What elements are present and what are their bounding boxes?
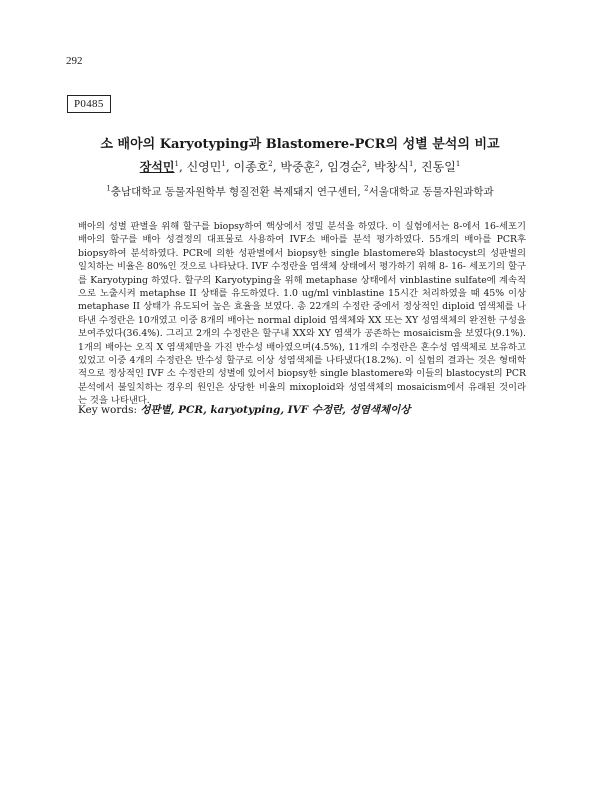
author-affiliation-mark: 1	[455, 160, 461, 168]
paper-title: 소 배아의 Karyotyping과 Blastomere-PCR의 성별 분석의 비교	[100, 137, 500, 152]
author-list: 장석민$^1$, 신영민$^1$, 이종호$^2$, 박중훈$^2$, 임경순$^2$, 박창식$^1$, 진동일$^1$	[139, 160, 461, 174]
author-name: 장석민	[139, 160, 175, 174]
author-affiliation-mark: 2	[315, 160, 320, 168]
affiliation-mark: 2	[364, 184, 369, 193]
author-name: 박창식	[374, 160, 409, 174]
author-name: 이종호	[233, 160, 269, 174]
affiliation-line	[60, 184, 540, 199]
keywords-line	[78, 402, 410, 417]
abstract-body: 배아의 성별 판별을 위해 할구를 biopsy하여 핵상에서 정밀 분석을 하였다. 이 실험에서는 8-에서 16-세포기 배아의 할구를 배아 성결정의 대표물로 사용하여 IVF소 배아를 분석 평가하였다. 55개의 배아를 PCR후 biopsy하여 분석하였다. PCR에 의한 성판별에서 biopsy한 single blastomere와 blastocyst의 성판별의 일치하는 비율은 80%인 것으로 나타났다. IVF 수정란을 염색체 상태에서 평가하기 위해 8- 16- 세포기의 할구를 Karyotyping 하였다. 할구의 Karyotyping을 위해 metaphase 상태에서 vinblastine sulfate에 계속적으로 노출시켜 metaphse II 상태를 유도하였다. 1.0 ug/ml vinblastine 15시간 처리하였을 때 45% 이상 metaphase II 상태가 유도되어 높은 효율을 보였다. 총 22개의 수정란 중에서 정상적인 diploid 염색체를 나타낸 수정란은 10개였고 이중 8개의 배아는 normal diploid 염색체와 XX 또는 XY 성염색체의 완전한 구성을 보여주었다(36.4%). 그리고 2개의 수정란은 할구내 XX와 XY 염색가 공존하는 mosaicism을 보였다(9.1%). 1개의 배아는 오직 X 염색체만을 가진 반수성 배아였으며(4.5%), 11개의 수정란은 혼수성 염색체로 보유하고 있었고 이중 4개의 수정란은 반수성 할구로 이상 성염색체를 나타냈다(18.2%). 이 실험의 결과는 것은 형태학적으로 정상적인 IVF 소 수정란의 성별에 있어서 biopsy한 single blastomere와 이들의 blastocyst의 PCR 분석에서 불일치하는 경우의 원인은 상당한 비율의 mixoploid와 성염색체의 mosaicism에서 유래된 것이라는 것을 나타낸다.	[78, 221, 526, 407]
author-affiliation-mark: 1	[174, 160, 179, 168]
author-name: 박중훈	[280, 160, 316, 174]
affiliation-mark: 1	[106, 184, 111, 193]
author-affiliation-mark: 2	[268, 160, 273, 168]
author-name: 임경순	[327, 160, 363, 174]
author-name: 신영민	[186, 160, 222, 174]
abstract-id-box: P0485	[67, 95, 111, 113]
affiliation-text: 충남대학교 동물자원학부 형질전환 복제돼지 연구센터,	[110, 186, 365, 198]
author-affiliation-mark: 1	[408, 160, 414, 168]
author-name: 진동일	[421, 160, 456, 174]
keywords-values: 성판별, PCR, karyotyping, IVF 수정란, 성염색체이상	[140, 404, 411, 416]
author-affiliation-mark: 2	[362, 160, 367, 168]
affiliation-text: 서울대학교 동물자원과학과	[368, 186, 494, 198]
author-affiliation-mark: 1	[221, 160, 226, 168]
keywords-label: Key words:	[78, 404, 141, 416]
page-number: 292	[66, 55, 83, 67]
